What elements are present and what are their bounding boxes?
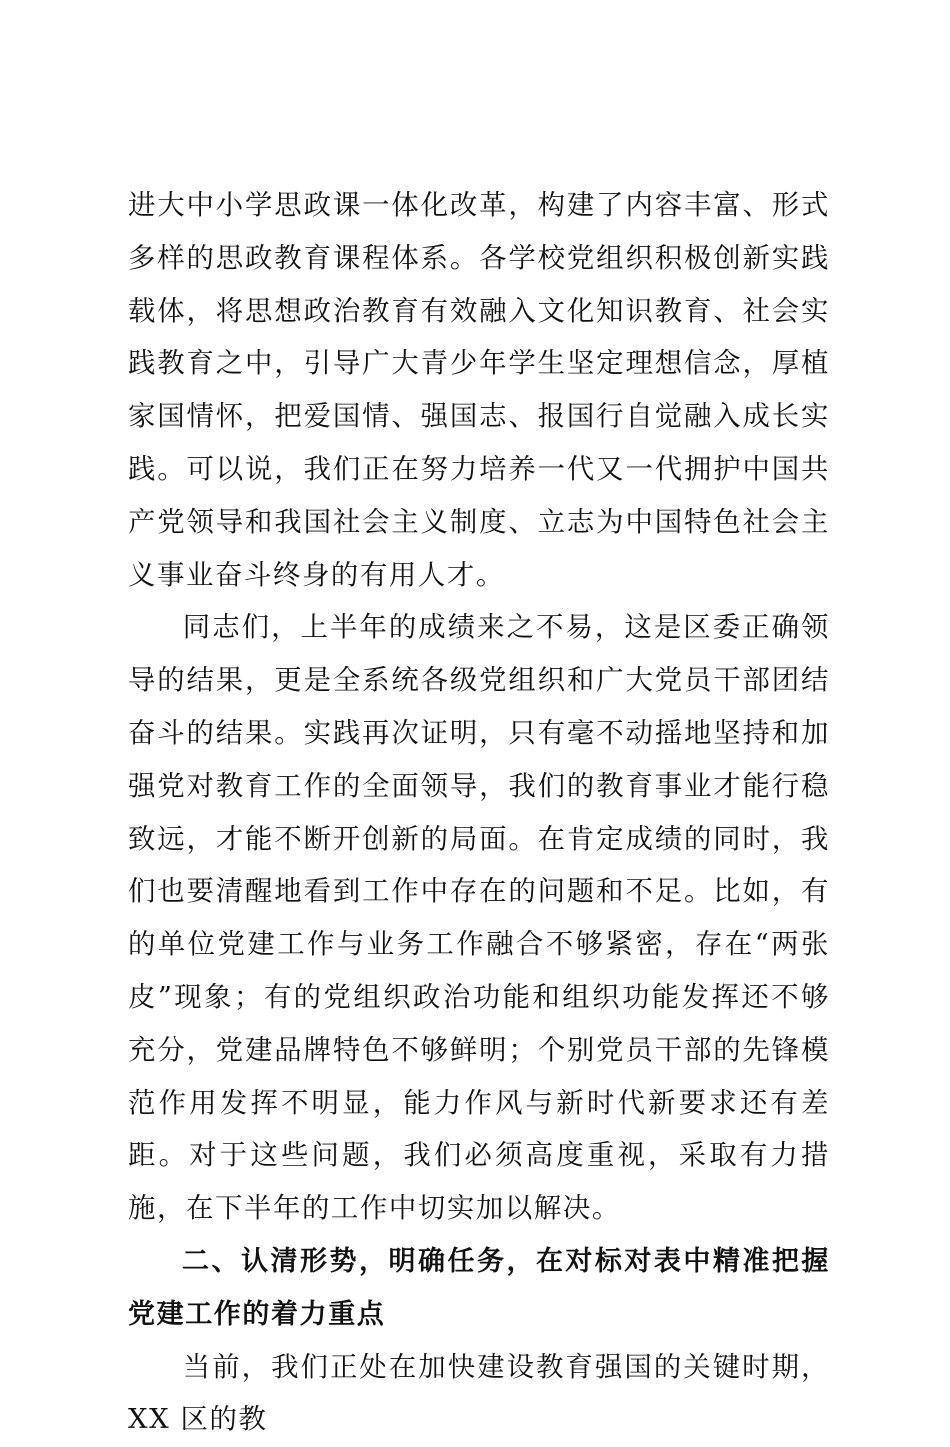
paragraph-continuation: 进大中小学思政课一体化改革，构建了内容丰富、形式多样的思政教育课程体系。各学校党组织积极创新实践载体，将思想政治教育有效融入文化知识教育、社会实践教育之中，引导广大青少年学生坚定理想信念，厚植家国情怀，把爱国情、强国志、报国行自觉融入成长实践。可以说，我们正在努力培养一代又一代拥护中国共产党领导和我国社会主义制度、立志为中国特色社会主义事业奋斗终身的有用人才。 bbox=[128, 190, 830, 591]
section-heading-two: 二、认清形势，明确任务，在对标对表中精准把握党建工作的着力重点 bbox=[128, 1245, 830, 1330]
paragraph-current-situation: 当前，我们正处在加快建设教育强国的关键时期，XX 区的教 bbox=[128, 1351, 830, 1436]
document-body bbox=[128, 180, 830, 1447]
paragraph-achievements-summary: 同志们，上半年的成绩来之不易，这是区委正确领导的结果，更是全系统各级党组织和广大党员干部团结奋斗的结果。实践再次证明，只有毫不动摇地坚持和加强党对教育工作的全面领导，我们的教育事业才能行稳致远，才能不断开创新的局面。在肯定成绩的同时，我们也要清醒地看到工作中存在的问题和不足。比如，有的单位党建工作与业务工作融合不够紧密，存在“两张皮”现象；有的党组织政治功能和组织功能发挥还不够充分，党建品牌特色不够鲜明；个别党员干部的先锋模范作用发挥不明显，能力作风与新时代新要求还有差距。对于这些问题，我们必须高度重视，采取有力措施，在下半年的工作中切实加以解决。 bbox=[128, 612, 830, 1225]
